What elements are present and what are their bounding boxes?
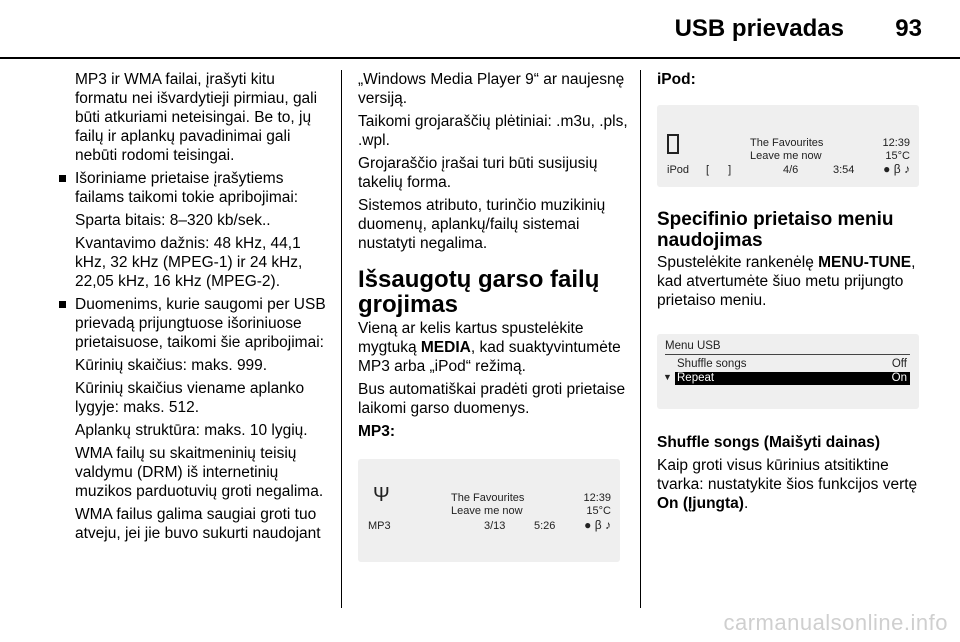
ipod-label: iPod: (657, 71, 696, 88)
ipod-icon (667, 134, 679, 154)
mp3-temperature: 15°C (586, 505, 611, 517)
mp3-display (358, 459, 620, 562)
mp3-source: MP3 (368, 520, 391, 532)
usb-menu-display (657, 334, 919, 409)
device-menu-heading: Specifinio prietaiso meniu naudojimas (657, 209, 894, 251)
mp3-track: The Favourites (451, 492, 525, 504)
watermark: carmanualsonline.info (723, 610, 948, 635)
menu-item-shuffle[interactable] (675, 358, 910, 371)
press-media-text (358, 319, 628, 376)
ipod-track-count: 4/6 (783, 164, 799, 176)
menu-item-label: Repeat (677, 372, 715, 384)
menu-tune-post: , kad atvertumėte šiuo metu prijungto prietaiso meniu. (657, 254, 916, 309)
shuffle-key-label: On (Įjungta) (657, 495, 744, 512)
tracks-text: Kūrinių skaičius: maks. 999. (75, 357, 268, 374)
tracks-per-level-text: Kūrinių skaičius viename aplanko lygyje: maks. 512. (75, 380, 305, 416)
ipod-artist: Leave me now (750, 150, 822, 162)
playlist-ext-text: Taikomi grojaraščių plėtiniai: .m3u, .pls, .wpl. (358, 113, 628, 149)
ipod-brackets: [ ] (706, 164, 740, 176)
shuffle-post: . (743, 495, 749, 512)
mp3-track-count: 3/13 (484, 520, 506, 532)
menu-item-value: Off (891, 358, 907, 370)
sampling-text: Kvantavimo dažnis: 48 kHz, 44,1 kHz, 32 kHz (MPEG-1) ir 24 kHz, 22,05 kHz, 16 kHz (MPEG-2). (75, 235, 303, 290)
mp3-artist: Leave me now (451, 505, 523, 517)
menu-tune-key-label: MENU-TUNE (818, 254, 912, 271)
ipod-elapsed: 3:54 (833, 164, 855, 176)
drm-text: WMA failų su skaitmeninių teisių valdymu (DRM) iš internetinių muzikos parduotuvių groti negalima. (75, 445, 324, 500)
ipod-source: iPod (667, 164, 690, 176)
intro-paragraph: MP3 ir WMA failai, įrašyti kitu formatu nei išvardytieji pirmiau, gali būti atkuriami neteisingai. Be to, jų failų ir aplankų pavadinimai gali nebūti rodomi teisingai. (75, 71, 318, 164)
ipod-display (657, 105, 919, 187)
wmp-text: „Windows Media Player 9“ ar naujesnę versiją. (358, 71, 625, 107)
column-divider-2 (640, 70, 641, 608)
ipod-temperature: 15°C (885, 150, 910, 162)
ipod-clock: 12:39 (882, 137, 910, 149)
playback-heading: Išsaugotų garso failų grojimas (358, 266, 600, 318)
bitrate-text: Sparta bitais: 8–320 kb/sek.. (75, 212, 271, 229)
mp3-elapsed: 5:26 (534, 520, 556, 532)
menu-item-repeat[interactable] (675, 372, 910, 385)
column-3 (657, 70, 919, 517)
mp3-clock: 12:39 (583, 492, 611, 504)
ipod-track: The Favourites (750, 137, 824, 149)
page-number: 93 (895, 15, 922, 42)
cursor-arrow-icon: ▼ (663, 372, 672, 382)
menu-tune-text (657, 253, 919, 310)
media-key-label: MEDIA (420, 339, 471, 356)
shuffle-heading: Shuffle songs (Maišyti dainas) (657, 434, 881, 451)
section-title: USB prievadas (674, 15, 844, 42)
shuffle-text (657, 456, 919, 513)
header-rule (0, 57, 960, 59)
folder-structure-text: Aplankų struktūra: maks. 10 lygių. (75, 422, 308, 439)
menu-item-value: On (891, 372, 907, 384)
bullet-external-device: Išoriniame prietaise įrašytiems failams taikomi tokie apribojimai: (57, 169, 327, 207)
shuffle-pre: Kaip groti visus kūrinius atsitiktine tvarka: nustatykite šios funkcijos vertę (657, 457, 918, 493)
menu-title-rule (665, 354, 910, 355)
column-1 (57, 70, 327, 547)
column-2 (358, 70, 628, 562)
page-header (0, 0, 960, 60)
menu-item-label: Shuffle songs (677, 358, 747, 370)
menu-tune-pre: Spustelėkite rankenėlę (657, 254, 819, 271)
menu-title: Menu USB (665, 340, 721, 352)
bullet-usb-data: Duomenims, kurie saugomi per USB prievadą prijungtuose išoriniuose prietaisuose, taikomi šie apribojimai: (57, 295, 327, 352)
status-icons: ● β ♪ (584, 518, 611, 532)
wma-text: WMA failus galima saugiai groti tuo atveju, jei jie buvo sukurti naudojant (75, 506, 321, 542)
auto-play-text: Bus automatiškai pradėti groti prietaise laikomi garso duomenys. (358, 381, 626, 417)
press-media-post: , kad suaktyvintumėte MP3 arba „iPod“ režimą. (358, 339, 621, 375)
press-media-pre: Vieną ar kelis kartus spustelėkite mygtuką (358, 320, 584, 356)
system-attr-text: Sistemos atributo, turinčio muzikinių duomenų, aplankų/failų sistemai nustatyti negalima. (358, 197, 606, 252)
usb-icon: Ψ (373, 484, 390, 506)
status-icons: ● β ♪ (883, 162, 910, 176)
mp3-label: MP3: (358, 423, 396, 440)
playlist-paths-text: Grojaraščio įrašai turi būti susijusių takelių forma. (358, 155, 598, 191)
column-divider-1 (341, 70, 342, 608)
